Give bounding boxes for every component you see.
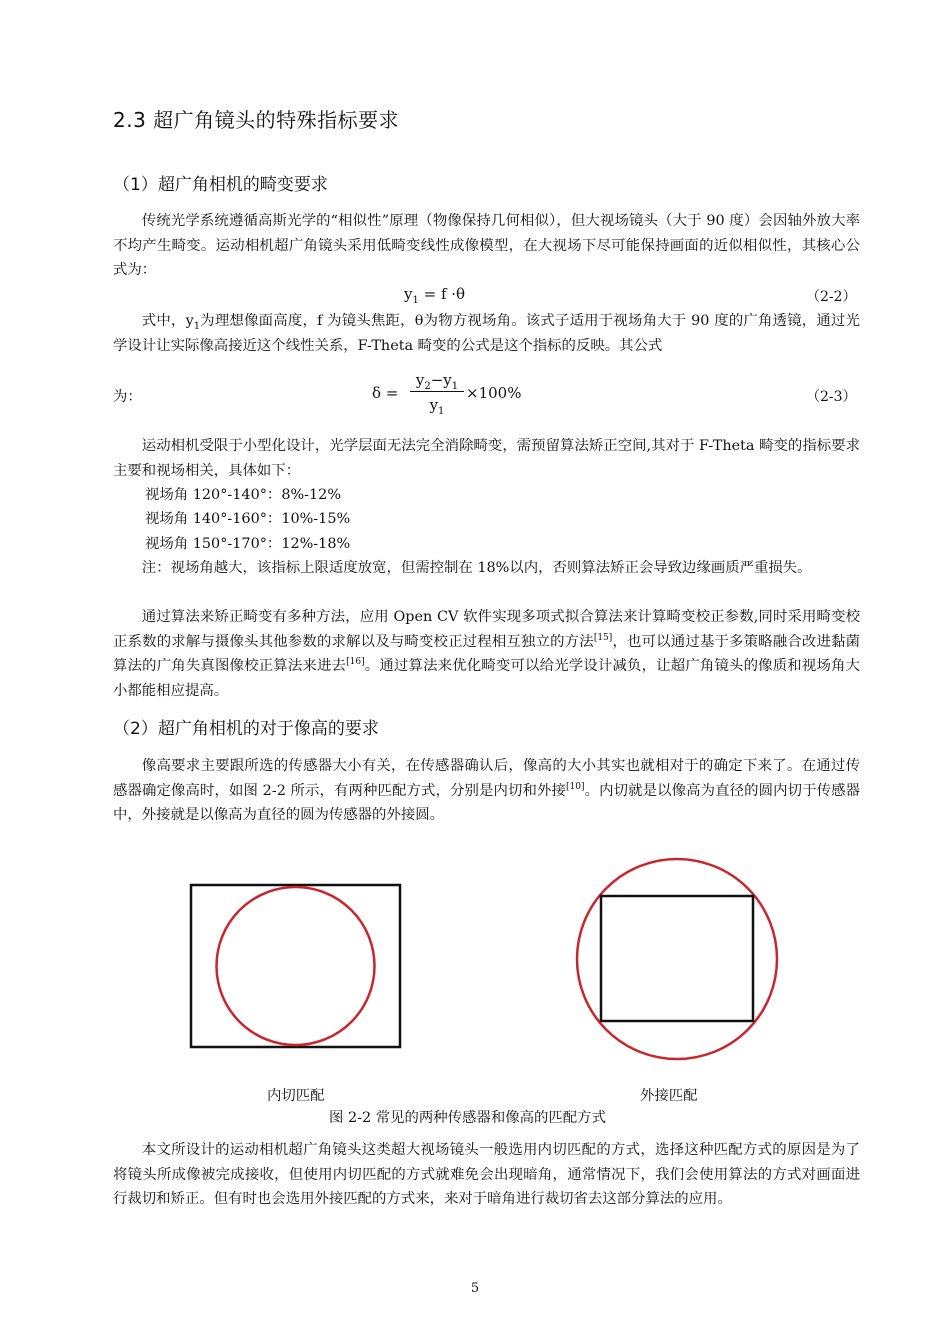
image-circle-circumscribed bbox=[577, 859, 777, 1059]
section-title: 2.3 超广角镜头的特殊指标要求 bbox=[113, 108, 400, 132]
subsection-title-distortion: （1）超广角相机的畸变要求 bbox=[113, 175, 328, 195]
subsection-title-image-height: （2）超广角相机的对于像高的要求 bbox=[113, 719, 379, 739]
equation-2-3-tail: ×100% bbox=[466, 384, 522, 402]
paragraph-distortion-requirements: 运动相机受限于小型化设计，光学层面无法完全消除畸变，需预留算法矫正空间,其对于 F-Theta 畸变的指标要求主要和视场相关，具体如下： bbox=[113, 438, 860, 479]
fov-line-3: 视场角 150°-170°：12%-18% bbox=[145, 536, 351, 552]
sensor-rect-inscribed bbox=[191, 885, 400, 1047]
eq1-lhs: y bbox=[404, 285, 413, 303]
equation-prefix: 为： bbox=[113, 389, 142, 405]
circumscribed-match-figure bbox=[577, 859, 777, 1059]
fov-line-2: 视场角 140°-160°：10%-15% bbox=[145, 511, 351, 527]
fraction-numerator: $y_2-y_1$ bbox=[410, 371, 464, 392]
paragraph-distortion-intro: 传统光学系统遵循高斯光学的“相似性”原理（物像保持几何相似），但大视场镜头（大于 90 度）会因轴外放大率不均产生畸变。运动相机超广角镜头采用低畸变线性成像模型，在大视场下尽可能保持画面的近似相似性，其核心公式为： bbox=[113, 213, 860, 278]
paragraph-note: 注：视场角越大，该指标上限适度放宽，但需控制在 18%以内，否则算法矫正会导致边缘画质严重损失。 bbox=[141, 560, 812, 576]
label-circumscribed-match: 外接匹配 bbox=[640, 1088, 698, 1104]
equation-number-2-3: （2-3） bbox=[806, 389, 857, 405]
equation-2-3-lhs: δ = bbox=[372, 384, 399, 402]
figure-caption: 图 2-2 常见的两种传感器和像高的匹配方式 bbox=[329, 1110, 606, 1126]
paragraph-image-height: 像高要求主要跟所选的传感器大小有关，在传感器确认后，像高的大小其实也就相对于的确定下来了。在通过传感器确定像高时，如图 2-2 所示，有两种匹配方式，分别是内切和外接[10]。内切就是以像高为直径的圆内切于传感器中，外接就是以像高为直径的圆为传感器的外接圆。 bbox=[113, 758, 860, 823]
label-inscribed-match: 内切匹配 bbox=[267, 1088, 325, 1104]
p2-sub: 1 bbox=[193, 320, 201, 332]
inscribed-match-figure bbox=[191, 885, 400, 1047]
paragraph-algorithm-correction: 通过算法来矫正畸变有多种方法，应用 Open CV 软件实现多项式拟合算法来计算畸变校正参数,同时采用畸变校正系数的求解与摄像头其他参数的求解以及与畸变校正过程相互独立的方法[15]，也可以通过基于多策略融合改进黏菌算法的广角失真图像校正算法来进去[16]。通过算法来优化畸变可以给光学设计减负，让超广角镜头的像质和视场角大小都能相应提高。 bbox=[113, 609, 860, 699]
equation-number-2-2: （2-2） bbox=[806, 289, 857, 305]
page-number: 5 bbox=[470, 1281, 480, 1296]
citation-16: [16] bbox=[346, 657, 365, 668]
image-circle-inscribed bbox=[217, 887, 375, 1045]
p2-text-a: 式中，y bbox=[141, 313, 194, 329]
fov-line-1: 视场角 120°-140°：8%-12% bbox=[145, 487, 342, 503]
sensor-rect-circumscribed bbox=[601, 896, 753, 1021]
paragraph-conclusion: 本文所设计的运动相机超广角镜头这类超大视场镜头一般选用内切匹配的方式，选择这种匹配方式的原因是为了将镜头所成像被完成接收，但使用内切匹配的方式就难免会出现暗角，通常情况下，我们会使用算法的方式对画面进行裁切和矫正。但有时也会选用外接匹配的方式来，来对于暗角进行裁切省去这部分算法的应用。 bbox=[113, 1142, 860, 1207]
eq1-lhs-sub: 1 bbox=[412, 295, 419, 306]
citation-15: [15] bbox=[593, 632, 613, 643]
citation-10: [10] bbox=[566, 781, 585, 792]
fraction-denominator: $y_1$ bbox=[429, 396, 445, 417]
p2-text-b: 为理想像面高度，f 为镜头焦距，θ为物方视场角。该式子适用于视场角大于 90 度的广角透镜，通过光学设计让实际像高接近这个线性关系，F-Theta 畸变的公式是这个指标的反映。其公式 bbox=[113, 313, 860, 354]
eq1-rhs: = f ·θ bbox=[418, 285, 466, 303]
